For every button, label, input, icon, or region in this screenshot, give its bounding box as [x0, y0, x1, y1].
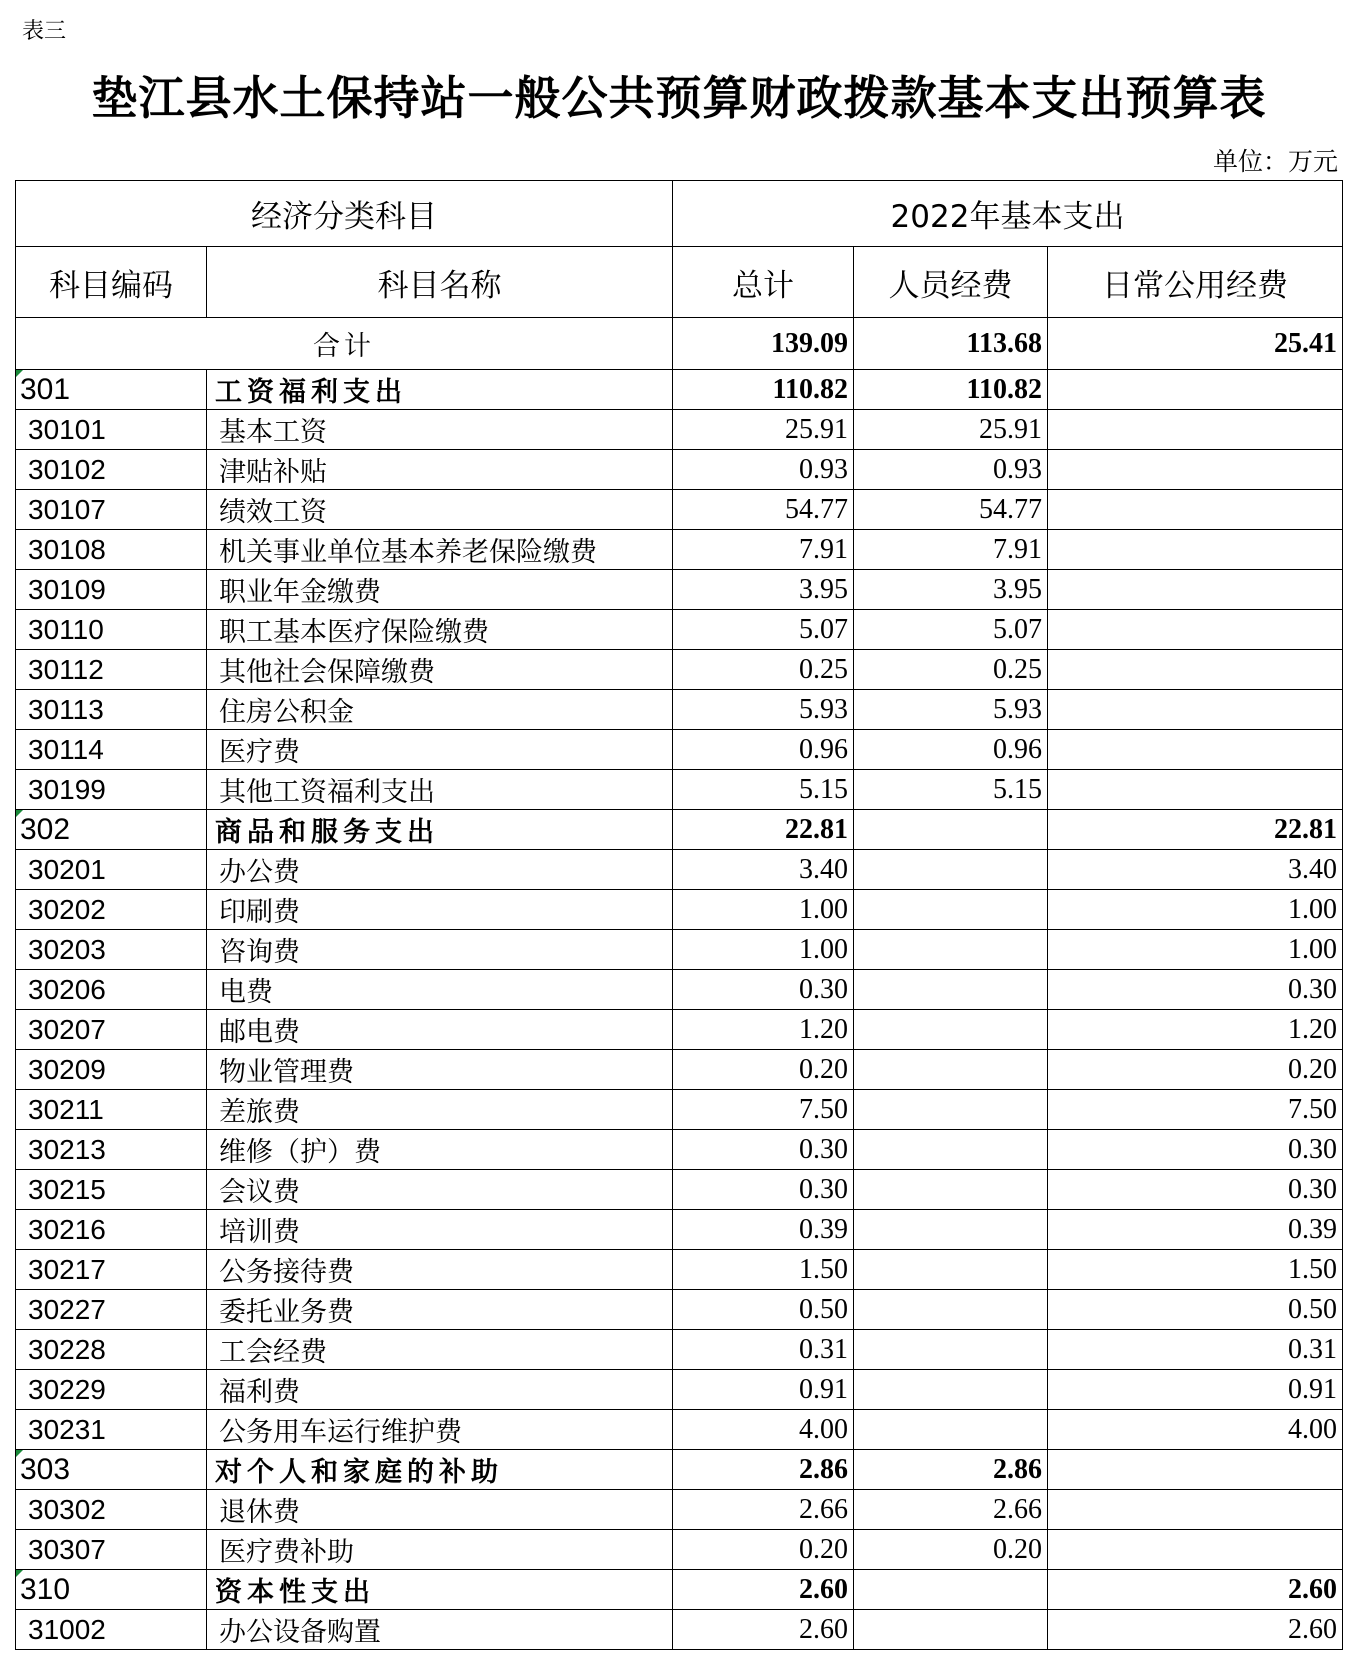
row-total: 0.31: [673, 1330, 854, 1370]
row-public: [1048, 1530, 1343, 1570]
row-total: 1.00: [673, 930, 854, 970]
table-row: [16, 850, 1343, 890]
row-total: 2.60: [673, 1570, 854, 1610]
table-row: [16, 1490, 1343, 1530]
row-public: 1.00: [1048, 890, 1343, 930]
table-row: [16, 1370, 1343, 1410]
row-public: 1.20: [1048, 1010, 1343, 1050]
row-total: 4.00: [673, 1410, 854, 1450]
row-public: 1.50: [1048, 1250, 1343, 1290]
row-name: 退休费: [207, 1490, 673, 1530]
row-total: 0.93: [673, 450, 854, 490]
row-name: 办公费: [207, 850, 673, 890]
row-total: 0.96: [673, 730, 854, 770]
row-personnel: 0.25: [854, 650, 1048, 690]
category-row: [16, 1450, 1343, 1490]
row-code: 30203: [16, 930, 207, 970]
header-personnel: 人员经费: [854, 247, 1048, 318]
row-code: 30114: [16, 730, 207, 770]
row-public: 0.39: [1048, 1210, 1343, 1250]
table-row: [16, 1130, 1343, 1170]
row-personnel: [854, 1050, 1048, 1090]
row-code: 30227: [16, 1290, 207, 1330]
row-code: 303: [16, 1450, 207, 1490]
total-total: 139.09: [673, 318, 854, 370]
table-row: [16, 730, 1343, 770]
row-personnel: [854, 1610, 1048, 1650]
header-code: 科目编码: [16, 247, 207, 318]
row-public: 0.91: [1048, 1370, 1343, 1410]
row-personnel: [854, 1410, 1048, 1450]
row-public: [1048, 610, 1343, 650]
row-name: 职业年金缴费: [207, 570, 673, 610]
header-public: 日常公用经费: [1048, 247, 1343, 318]
row-name: 其他社会保障缴费: [207, 650, 673, 690]
row-code: 30216: [16, 1210, 207, 1250]
row-personnel: [854, 1130, 1048, 1170]
row-code: 302: [16, 810, 207, 850]
row-personnel: 3.95: [854, 570, 1048, 610]
row-public: 0.20: [1048, 1050, 1343, 1090]
row-name: 住房公积金: [207, 690, 673, 730]
row-personnel: [854, 930, 1048, 970]
row-public: 3.40: [1048, 850, 1343, 890]
row-name: 绩效工资: [207, 490, 673, 530]
row-personnel: [854, 1290, 1048, 1330]
table-row: [16, 1410, 1343, 1450]
row-code: 30211: [16, 1090, 207, 1130]
row-public: 0.30: [1048, 1170, 1343, 1210]
row-personnel: [854, 890, 1048, 930]
row-total: 54.77: [673, 490, 854, 530]
table-row: [16, 1330, 1343, 1370]
row-total: 0.30: [673, 1130, 854, 1170]
row-code: 30228: [16, 1330, 207, 1370]
row-public: 7.50: [1048, 1090, 1343, 1130]
total-label: 合计: [16, 318, 673, 370]
row-total: 0.20: [673, 1530, 854, 1570]
row-code: 30199: [16, 770, 207, 810]
row-name: 培训费: [207, 1210, 673, 1250]
row-personnel: 5.93: [854, 690, 1048, 730]
row-public: [1048, 490, 1343, 530]
category-row: [16, 810, 1343, 850]
row-personnel: 7.91: [854, 530, 1048, 570]
row-code: 31002: [16, 1610, 207, 1650]
unit-label: 单位：万元: [1212, 147, 1338, 176]
row-public: 1.00: [1048, 930, 1343, 970]
table-row: [16, 1090, 1343, 1130]
row-code: 30229: [16, 1370, 207, 1410]
table-row: [16, 490, 1343, 530]
table-row: [16, 1290, 1343, 1330]
header-total: 总计: [673, 247, 854, 318]
row-code: 30207: [16, 1010, 207, 1050]
row-code: 30109: [16, 570, 207, 610]
table-row: [16, 970, 1343, 1010]
row-name: 工会经费: [207, 1330, 673, 1370]
table-row: [16, 1050, 1343, 1090]
row-code: 30215: [16, 1170, 207, 1210]
row-code: 30113: [16, 690, 207, 730]
row-personnel: [854, 1570, 1048, 1610]
row-name: 电费: [207, 970, 673, 1010]
row-code: 30206: [16, 970, 207, 1010]
row-code: 30110: [16, 610, 207, 650]
row-public: [1048, 1490, 1343, 1530]
row-public: 2.60: [1048, 1610, 1343, 1650]
row-name: 工资福利支出: [207, 370, 673, 410]
row-total: 2.60: [673, 1610, 854, 1650]
table-row: [16, 1010, 1343, 1050]
table-row: [16, 930, 1343, 970]
table-row: [16, 570, 1343, 610]
total-public: 25.41: [1048, 318, 1343, 370]
budget-table: [15, 180, 1343, 1650]
row-code: 30201: [16, 850, 207, 890]
row-public: [1048, 690, 1343, 730]
row-name: 邮电费: [207, 1010, 673, 1050]
row-total: 0.50: [673, 1290, 854, 1330]
row-public: 4.00: [1048, 1410, 1343, 1450]
row-total: 0.91: [673, 1370, 854, 1410]
row-code: 30101: [16, 410, 207, 450]
table-number-label: 表三: [22, 19, 67, 44]
row-personnel: 2.86: [854, 1450, 1048, 1490]
row-total: 2.66: [673, 1490, 854, 1530]
row-name: 物业管理费: [207, 1050, 673, 1090]
row-name: 福利费: [207, 1370, 673, 1410]
row-name: 基本工资: [207, 410, 673, 450]
table-row: [16, 450, 1343, 490]
table-row: [16, 890, 1343, 930]
row-name: 机关事业单位基本养老保险缴费: [207, 530, 673, 570]
table-row: [16, 1210, 1343, 1250]
row-personnel: [854, 850, 1048, 890]
row-name: 公务用车运行维护费: [207, 1410, 673, 1450]
row-personnel: 2.66: [854, 1490, 1048, 1530]
row-total: 3.40: [673, 850, 854, 890]
row-personnel: 0.20: [854, 1530, 1048, 1570]
row-public: [1048, 450, 1343, 490]
row-name: 商品和服务支出: [207, 810, 673, 850]
table-row: [16, 410, 1343, 450]
row-code: 30217: [16, 1250, 207, 1290]
row-public: [1048, 1450, 1343, 1490]
row-total: 0.25: [673, 650, 854, 690]
row-personnel: [854, 1250, 1048, 1290]
row-public: [1048, 650, 1343, 690]
row-name: 会议费: [207, 1170, 673, 1210]
row-total: 3.95: [673, 570, 854, 610]
row-name: 印刷费: [207, 890, 673, 930]
table-row: [16, 690, 1343, 730]
row-code: 30108: [16, 530, 207, 570]
row-total: 22.81: [673, 810, 854, 850]
row-public: 0.50: [1048, 1290, 1343, 1330]
row-name: 医疗费: [207, 730, 673, 770]
row-name: 职工基本医疗保险缴费: [207, 610, 673, 650]
row-public: 0.31: [1048, 1330, 1343, 1370]
row-personnel: [854, 1090, 1048, 1130]
row-total: 5.93: [673, 690, 854, 730]
row-total: 0.20: [673, 1050, 854, 1090]
row-personnel: 5.07: [854, 610, 1048, 650]
row-code: 30231: [16, 1410, 207, 1450]
row-code: 30213: [16, 1130, 207, 1170]
header-name: 科目名称: [207, 247, 673, 318]
row-total: 0.30: [673, 970, 854, 1010]
row-total: 1.20: [673, 1010, 854, 1050]
table-row: [16, 770, 1343, 810]
row-public: 0.30: [1048, 1130, 1343, 1170]
row-total: 0.30: [673, 1170, 854, 1210]
row-name: 维修（护）费: [207, 1130, 673, 1170]
row-total: 1.50: [673, 1250, 854, 1290]
row-public: 0.30: [1048, 970, 1343, 1010]
table-row: [16, 610, 1343, 650]
row-personnel: [854, 1170, 1048, 1210]
row-name: 其他工资福利支出: [207, 770, 673, 810]
row-code: 30107: [16, 490, 207, 530]
row-public: [1048, 530, 1343, 570]
row-personnel: [854, 1370, 1048, 1410]
table-row: [16, 1610, 1343, 1650]
header-econ-class: 经济分类科目: [16, 181, 673, 247]
category-row: [16, 1570, 1343, 1610]
row-total: 7.50: [673, 1090, 854, 1130]
row-personnel: 0.93: [854, 450, 1048, 490]
row-public: 22.81: [1048, 810, 1343, 850]
row-code: 30102: [16, 450, 207, 490]
row-total: 5.15: [673, 770, 854, 810]
row-public: [1048, 410, 1343, 450]
row-name: 津贴补贴: [207, 450, 673, 490]
row-public: 2.60: [1048, 1570, 1343, 1610]
row-name: 咨询费: [207, 930, 673, 970]
row-total: 7.91: [673, 530, 854, 570]
table-row: [16, 1250, 1343, 1290]
row-code: 301: [16, 370, 207, 410]
row-personnel: 25.91: [854, 410, 1048, 450]
row-total: 1.00: [673, 890, 854, 930]
row-code: 310: [16, 1570, 207, 1610]
row-public: [1048, 770, 1343, 810]
row-code: 30209: [16, 1050, 207, 1090]
row-personnel: 0.96: [854, 730, 1048, 770]
page-title: 垫江县水土保持站一般公共预算财政拨款基本支出预算表: [91, 71, 1267, 125]
row-personnel: [854, 970, 1048, 1010]
table-row: [16, 1170, 1343, 1210]
row-name: 办公设备购置: [207, 1610, 673, 1650]
row-code: 30112: [16, 650, 207, 690]
row-total: 2.86: [673, 1450, 854, 1490]
total-personnel: 113.68: [854, 318, 1048, 370]
row-personnel: [854, 1010, 1048, 1050]
table-row: [16, 1530, 1343, 1570]
row-personnel: 110.82: [854, 370, 1048, 410]
total-row: [16, 318, 1343, 370]
row-code: 30307: [16, 1530, 207, 1570]
row-name: 委托业务费: [207, 1290, 673, 1330]
row-personnel: 54.77: [854, 490, 1048, 530]
row-personnel: [854, 1210, 1048, 1250]
row-total: 5.07: [673, 610, 854, 650]
header-year-basic: 2022年基本支出: [673, 181, 1343, 247]
row-personnel: 5.15: [854, 770, 1048, 810]
category-row: [16, 370, 1343, 410]
row-name: 公务接待费: [207, 1250, 673, 1290]
row-personnel: [854, 1330, 1048, 1370]
row-total: 25.91: [673, 410, 854, 450]
row-code: 30302: [16, 1490, 207, 1530]
row-public: [1048, 730, 1343, 770]
row-public: [1048, 370, 1343, 410]
row-total: 0.39: [673, 1210, 854, 1250]
row-name: 资本性支出: [207, 1570, 673, 1610]
table-row: [16, 650, 1343, 690]
row-public: [1048, 570, 1343, 610]
row-name: 对个人和家庭的补助: [207, 1450, 673, 1490]
table-row: [16, 530, 1343, 570]
row-name: 医疗费补助: [207, 1530, 673, 1570]
row-total: 110.82: [673, 370, 854, 410]
row-code: 30202: [16, 890, 207, 930]
row-name: 差旅费: [207, 1090, 673, 1130]
row-personnel: [854, 810, 1048, 850]
